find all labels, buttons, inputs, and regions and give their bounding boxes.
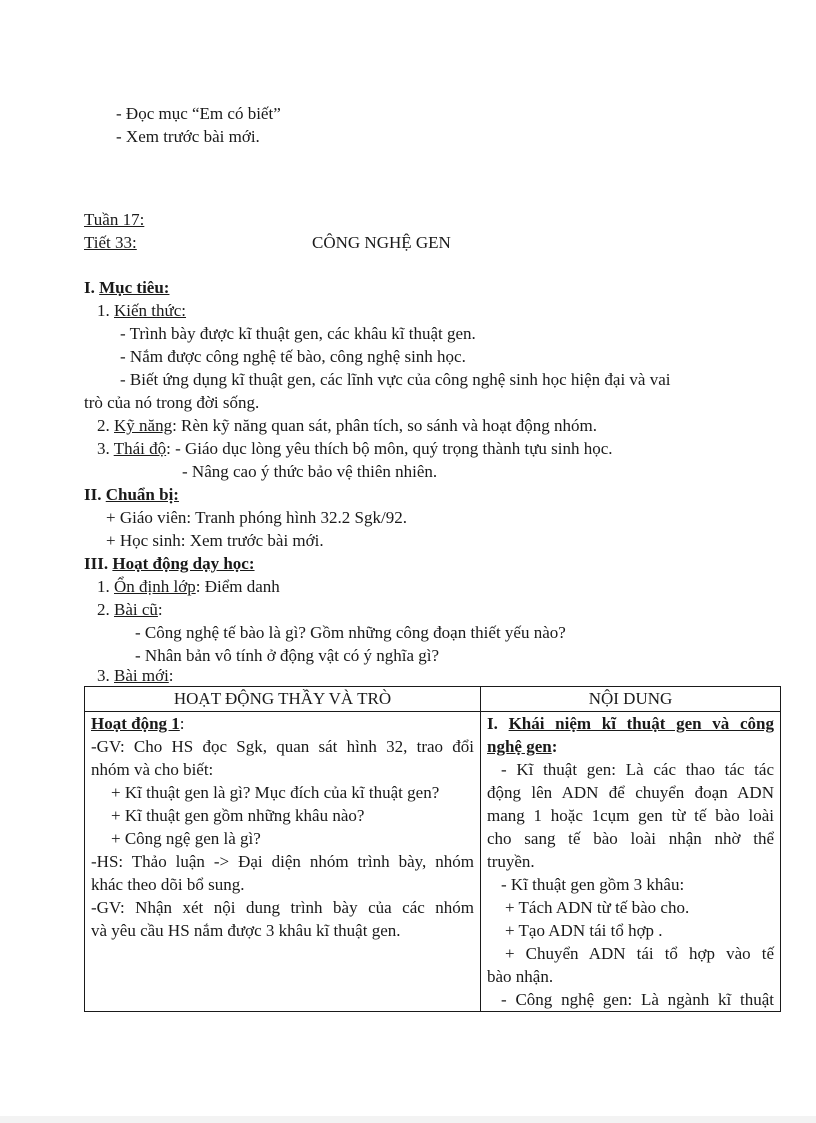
section-objectives-heading — [84, 277, 169, 299]
knowledge-label: Kiến thức: — [114, 301, 187, 320]
table-row — [85, 712, 781, 1012]
activity-line: + Công ngệ gen là gì? — [111, 829, 261, 848]
content-line: + Chuyển ADN tái tổ hợp vào tế — [505, 944, 774, 963]
activity-line: nhóm và cho biết: — [91, 760, 214, 779]
skill-label: Kỹ năng — [114, 416, 173, 435]
section-preparation-heading — [84, 484, 179, 506]
period-label: Tiết 33: — [84, 233, 137, 252]
content-heading-colon: : — [551, 737, 558, 756]
heading-text: Mục tiêu: — [99, 278, 170, 297]
attitude-line — [97, 438, 613, 460]
activity-heading — [91, 712, 474, 735]
item-number: 1. — [97, 301, 114, 320]
old-lesson-line — [97, 599, 163, 621]
lesson-title: CÔNG NGHỆ GEN — [312, 233, 451, 252]
class-stabilize-text: : Điểm danh — [195, 577, 280, 596]
attitude-text: : - Giáo dục lòng yêu thích bộ môn, quý trọng thành tựu sinh học. — [166, 439, 613, 458]
content-line: - Công nghệ gen: Là ngành kĩ thuật — [501, 990, 774, 1009]
knowledge-item-3-cont: trò của nó trong đời sống. — [84, 393, 260, 412]
heading-text: Chuẩn bị: — [105, 485, 179, 504]
class-stabilize-line — [97, 576, 280, 598]
teacher-preparation: + Giáo viên: Tranh phóng hình 32.2 Sgk/92. — [106, 508, 407, 527]
old-lesson-label: Bài cũ — [114, 600, 158, 619]
activity-line: và yêu cầu HS nắm được 3 khâu kĩ thuật gen. — [91, 921, 401, 940]
intro-line-read: - Đọc mục “Em có biết” — [116, 104, 281, 123]
activity-line: -GV: Nhận xét nội dung trình bày của các nhóm — [91, 898, 474, 917]
activity-line: khác theo dõi bổ sung. — [91, 875, 245, 894]
activity-label: Hoạt động 1 — [91, 714, 180, 733]
content-line: - Kĩ thuật gen: Là các thao tác tác — [501, 760, 774, 779]
old-lesson-question-2: - Nhân bản vô tính ở động vật có ý nghĩa gì? — [135, 646, 440, 665]
page-bottom-edge — [0, 1116, 816, 1123]
activity-colon: : — [179, 714, 185, 733]
knowledge-item-1: - Trình bày được kĩ thuật gen, các khâu kĩ thuật gen. — [120, 324, 476, 343]
content-line: truyền. — [487, 852, 535, 871]
week-label: Tuần 17: — [84, 210, 145, 229]
old-lesson-colon: : — [157, 600, 163, 619]
knowledge-item-2: - Nắm được công nghệ tế bào, công nghệ sinh học. — [120, 347, 466, 366]
section-activities-heading — [84, 553, 255, 575]
student-preparation: + Học sinh: Xem trước bài mới. — [106, 531, 324, 550]
activity-line: -HS: Thảo luận -> Đại diện nhóm trình bày, nhóm — [91, 852, 474, 871]
content-heading — [487, 712, 774, 735]
new-lesson-line — [97, 665, 174, 687]
lesson-table — [84, 686, 781, 1012]
item-number: 3. — [97, 666, 114, 685]
content-line: động lên ADN để chuyển đoạn ADN — [487, 783, 774, 802]
content-line: + Tạo ADN tái tổ hợp . — [505, 921, 663, 940]
item-number: 3. — [97, 439, 114, 458]
heading-number: III. — [84, 554, 113, 573]
content-line: + Tách ADN từ tế bào cho. — [505, 898, 690, 917]
heading-number: II. — [84, 485, 106, 504]
content-heading-number: I. — [487, 714, 509, 733]
table-header-content: NỘI DUNG — [481, 687, 781, 712]
item-number: 1. — [97, 577, 114, 596]
activities-cell — [85, 712, 481, 1012]
new-lesson-colon: : — [168, 666, 174, 685]
heading-text: Hoạt động dạy học: — [112, 554, 255, 573]
content-heading-text-2: nghệ gen — [487, 737, 552, 756]
new-lesson-label: Bài mới — [114, 666, 169, 685]
activity-line: -GV: Cho HS đọc Sgk, quan sát hình 32, trao đổi — [91, 737, 474, 756]
content-cell — [481, 712, 781, 1012]
skill-text: : Rèn kỹ năng quan sát, phân tích, so sánh và hoạt động nhóm. — [172, 416, 598, 435]
attitude-line-2: - Nâng cao ý thức bảo vệ thiên nhiên. — [182, 462, 438, 481]
old-lesson-question-1: - Công nghệ tế bào là gì? Gồm những công đoạn thiết yếu nào? — [135, 623, 566, 642]
class-stabilize-label: Ổn định lớp — [114, 577, 196, 596]
table-header-row — [85, 687, 781, 712]
knowledge-heading — [97, 300, 186, 322]
content-heading-cont — [487, 735, 774, 758]
content-heading-text: Khái niệm kĩ thuật gen và công — [508, 714, 774, 733]
item-number: 2. — [97, 600, 114, 619]
content-line: - Kĩ thuật gen gồm 3 khâu: — [501, 875, 685, 894]
content-line: mang 1 hoặc 1cụm gen từ tế bào loài — [487, 806, 774, 825]
table-header-activities: HOẠT ĐỘNG THẦY VÀ TRÒ — [85, 687, 481, 712]
activity-line: + Kĩ thuật gen gồm những khâu nào? — [111, 806, 365, 825]
skill-line — [97, 415, 597, 437]
activity-line: + Kĩ thuật gen là gì? Mục đích của kĩ thuật gen? — [111, 783, 440, 802]
content-line: bào nhận. — [487, 967, 554, 986]
content-line: cho sang tế bào loài nhận nhờ thể — [487, 829, 774, 848]
knowledge-item-3: - Biết ứng dụng kĩ thuật gen, các lĩnh vực của công nghệ sinh học hiện đại và vai — [120, 370, 671, 389]
heading-number: I. — [84, 278, 100, 297]
intro-line-preview: - Xem trước bài mới. — [116, 127, 260, 146]
attitude-label: Thái độ — [113, 439, 167, 458]
item-number: 2. — [97, 416, 114, 435]
